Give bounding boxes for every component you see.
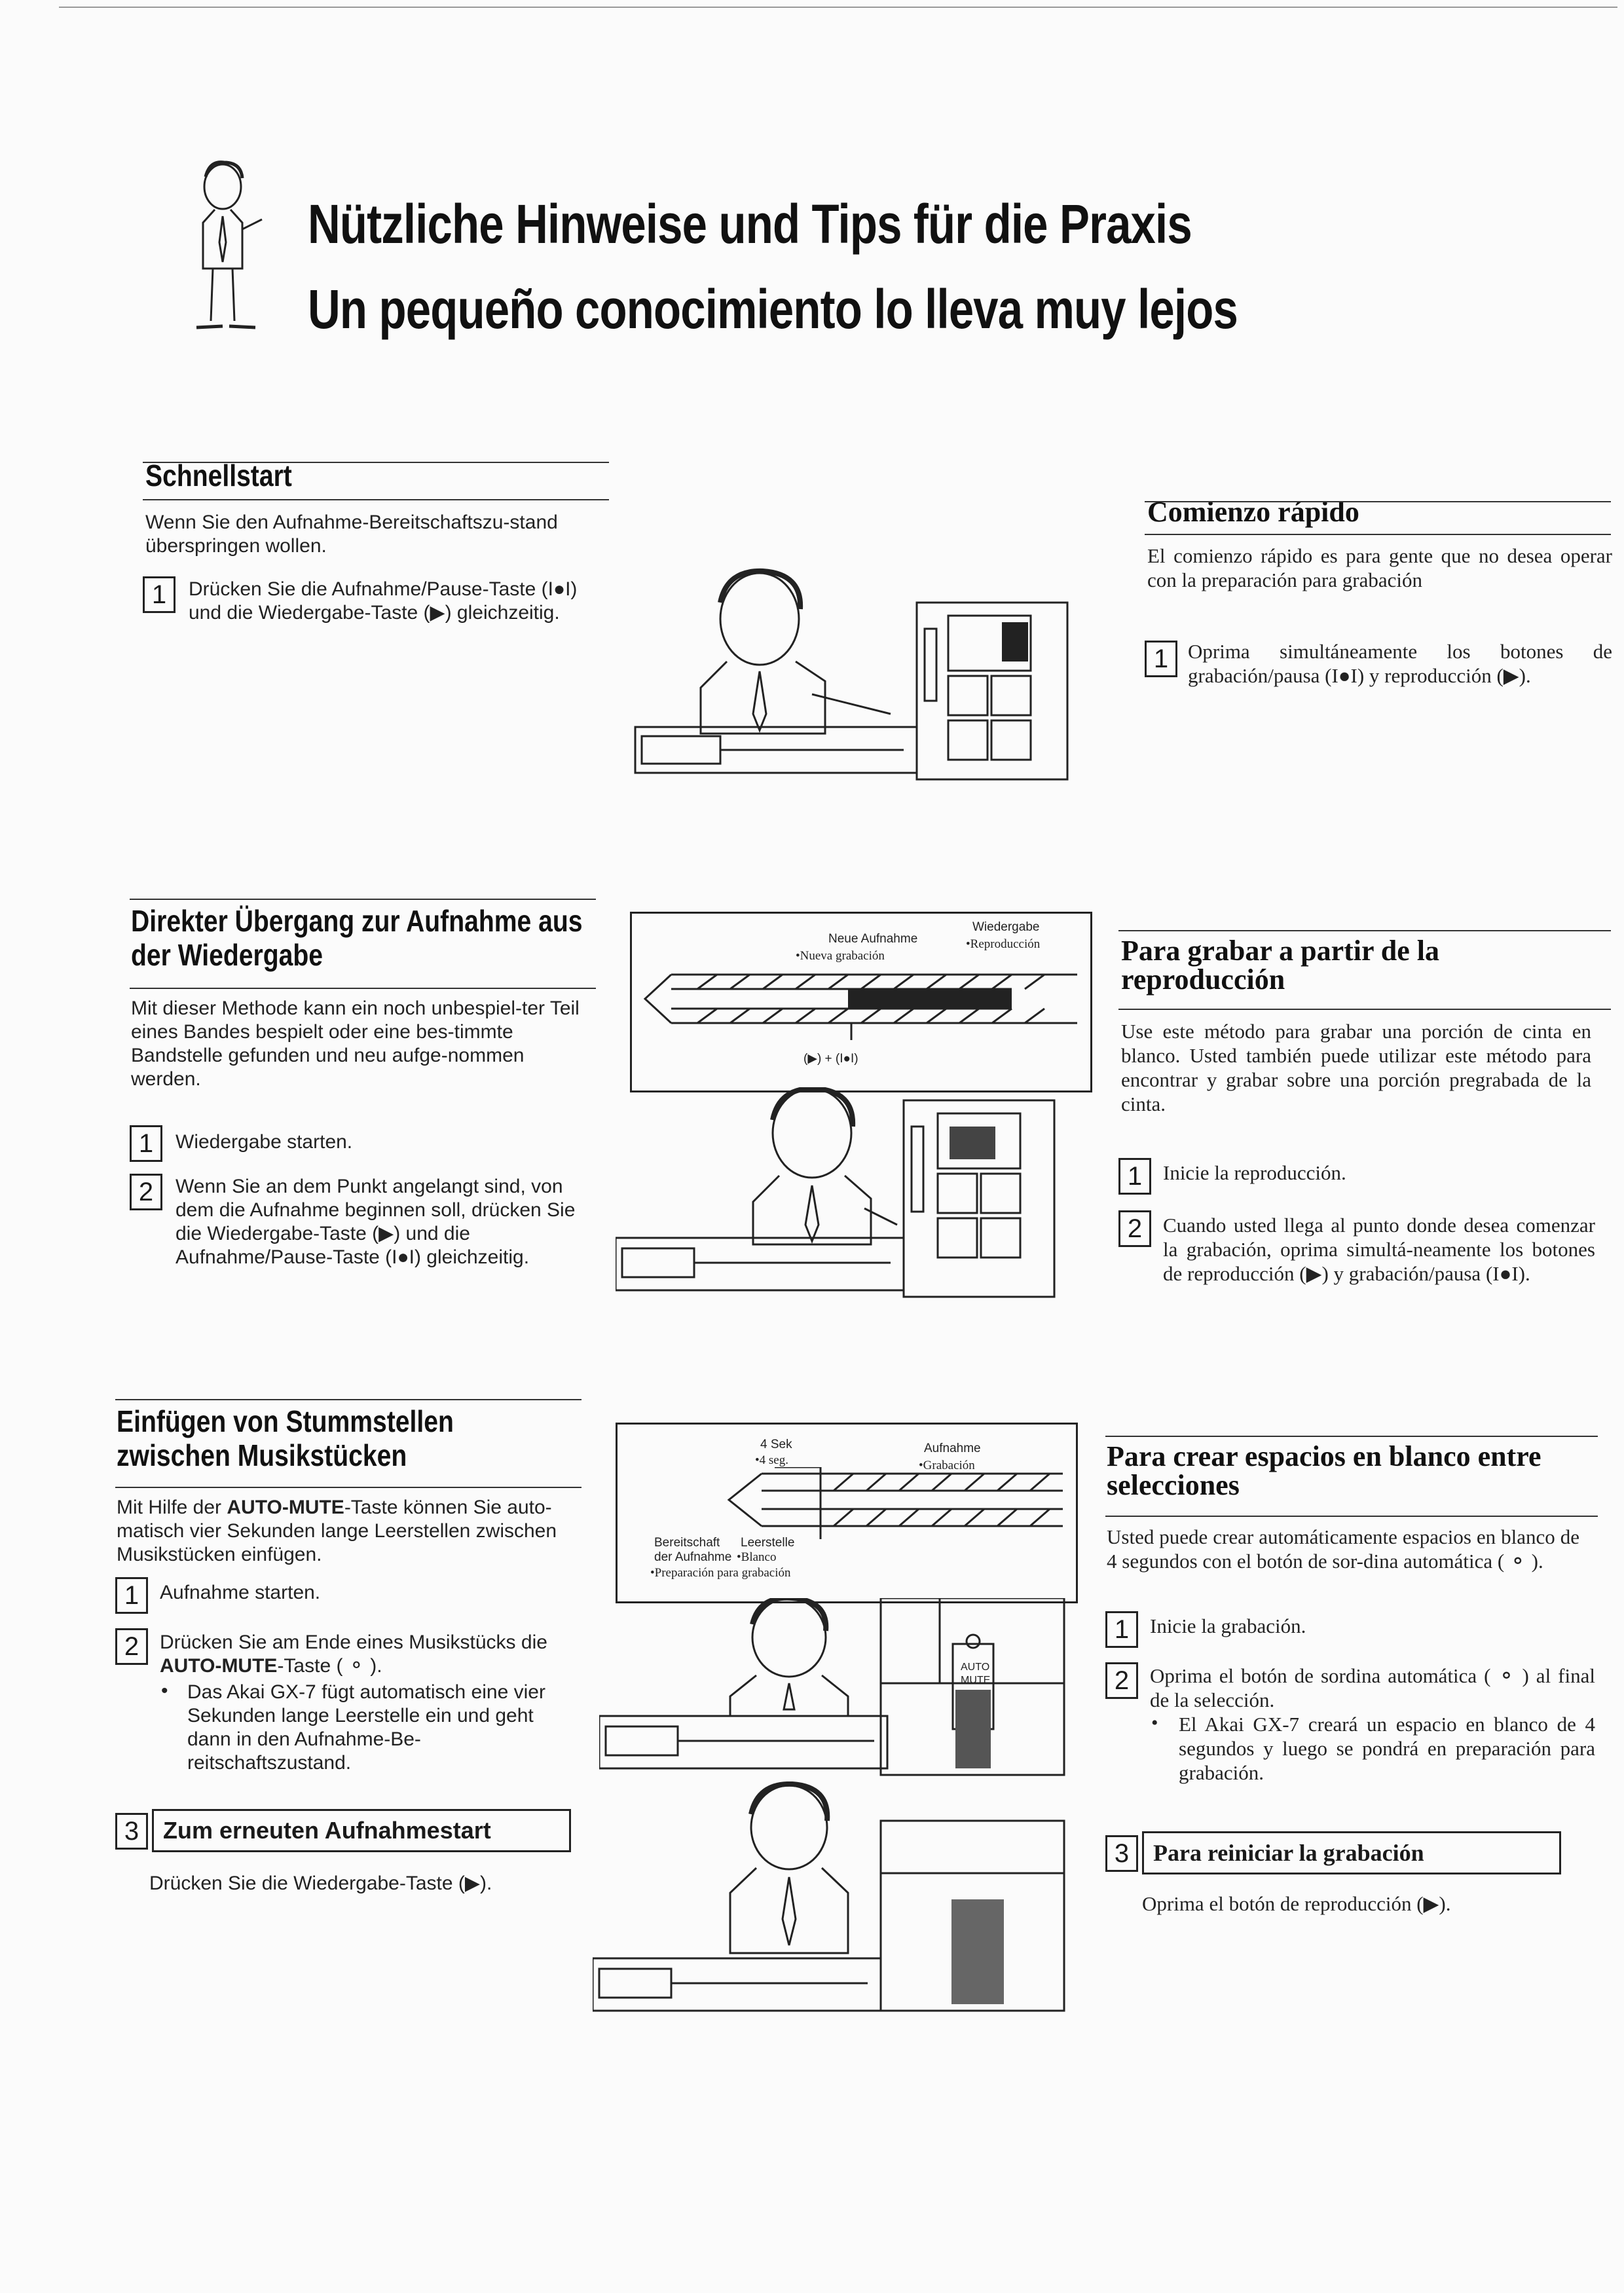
step-number: 1 [1145, 641, 1177, 677]
step-text-de: Drücken Sie die Aufnahme/Pause-Taste (I●I) und die Wiedergabe-Taste (▶) gleichzeitig. [189, 578, 578, 624]
diagram-label: •Nueva grabación [796, 949, 885, 963]
rule [1118, 930, 1611, 931]
step-text-de: Drücken Sie die Wiedergabe-Taste (▶). [149, 1873, 492, 1894]
heading-comienzo-rapido: Comienzo rápido [1147, 496, 1359, 528]
step-number: 1 [143, 576, 175, 613]
step-number: 2 [130, 1174, 162, 1210]
rule [1145, 501, 1611, 502]
diagram-label: •Preparación para grabación [650, 1566, 791, 1580]
note-bullet: • [161, 1680, 168, 1702]
diagram-label: der Aufnahme [654, 1550, 732, 1564]
diagram-label: 4 Sek [760, 1438, 792, 1451]
diagram-label: •4 seg. [755, 1453, 788, 1467]
step-number: 2 [1105, 1662, 1138, 1699]
step-text-es: Inicie la grabación. [1150, 1614, 1306, 1637]
step-text-es: Inicie la reproducción. [1163, 1161, 1346, 1184]
illustration-deck-person [593, 1781, 1071, 2017]
diagram-label: •Blanco [737, 1550, 777, 1564]
illustration-deck-person [616, 1087, 1094, 1310]
illustration-deck-person [629, 563, 1107, 786]
intro-de: Wenn Sie den Aufnahme-Bereitschaftszu-stand überspringen wollen. [145, 512, 558, 557]
tape-diagram [632, 963, 1086, 1048]
step-number: 1 [130, 1125, 162, 1162]
step-number: 2 [1118, 1210, 1151, 1247]
automute-key-label: MUTE [961, 1675, 991, 1686]
rule [130, 988, 596, 989]
step-text-es: Cuando usted llega al punto donde desea comenzar la grabación, oprima simultá-neamente los botones de reproducción (▶) y grabación/pausa (I●I). [1163, 1214, 1595, 1285]
rule [143, 499, 609, 500]
diagram-label: (▶) + (I●I) [803, 1052, 858, 1066]
step-text-de: Wiedergabe starten. [175, 1131, 353, 1153]
rule [115, 1399, 581, 1400]
note-text-es: El Akai GX-7 creará un espacio en blanco de 4 segundos y luego se pondrá en preparación para grabación. [1179, 1713, 1595, 1784]
rule [1105, 1436, 1598, 1437]
heading-einfuegen: Einfügen von Stummstellen zwischen Musikstücken [117, 1404, 454, 1472]
intro-es: Use este método para grabar una porción de cinta en blanco. Usted también puede utilizar este método para encontrar y grabar sobre una porción pregrabada de la cinta. [1121, 1020, 1591, 1115]
page-title-es: Un pequeño conocimiento lo lleva muy lejos [308, 278, 1238, 340]
diagram-label: Wiedergabe [972, 920, 1040, 934]
rule [143, 462, 609, 463]
rule [1145, 534, 1611, 535]
diagram-label: Leerstelle [741, 1536, 795, 1550]
intro-de: Mit Hilfe der AUTO-MUTE-Taste können Sie auto-matisch vier Sekunden lange Leerstellen zwischen Musikstücken einfügen. [117, 1497, 557, 1565]
heading-schnellstart: Schnellstart [145, 458, 292, 493]
automute-key-label: AUTO [961, 1662, 990, 1673]
box-label-de: Zum erneuten Aufnahmestart [152, 1809, 571, 1852]
tape-diagram [618, 1467, 1072, 1546]
page-title-de: Nützliche Hinweise und Tips für die Praxis [308, 193, 1192, 255]
heading-direkter-uebergang: Direkter Übergang zur Aufnahme aus der Wiedergabe [131, 904, 583, 972]
heading-para-grabar: Para grabar a partir de la reproducción [1121, 935, 1439, 996]
diagram-label: Bereitschaft [654, 1536, 720, 1550]
intro-es: El comienzo rápido es para gente que no desea operar con la preparación para grabación [1147, 544, 1612, 591]
step-number: 1 [1118, 1158, 1151, 1195]
rule [1105, 1516, 1598, 1517]
rule [1118, 1009, 1611, 1010]
heading-para-crear: Para crear espacios en blanco entre selecciones [1107, 1440, 1541, 1501]
step-number: 1 [1105, 1611, 1138, 1648]
top-border-line [59, 7, 1617, 8]
diagram-label: Aufnahme [924, 1442, 981, 1455]
step-text-de: Wenn Sie an dem Punkt angelangt sind, von dem die Aufnahme beginnen soll, drücken Sie die Wiedergabe-Taste (▶) und die Aufnahme/Pause-Taste (I●I) gleichzeitig. [175, 1176, 576, 1268]
step-text-es: Oprima simultáneamente los botones de grabación/pausa (I●I) y reproducción (▶). [1188, 640, 1612, 687]
step-number: 3 [1105, 1835, 1138, 1872]
note-bullet: • [1151, 1712, 1158, 1734]
step-number: 2 [115, 1628, 148, 1665]
step-number: 3 [115, 1813, 148, 1850]
step-text-de: Drücken Sie am Ende eines Musikstücks die AUTO-MUTE-Taste ( ⚬ ). [160, 1631, 547, 1677]
rule [130, 899, 596, 900]
step-text-de: Aufnahme starten. [160, 1582, 321, 1603]
step-text-es: Oprima el botón de sordina automática ( ⚬ ) al final de la selección. [1150, 1664, 1595, 1711]
step-text-es: Oprima el botón de reproducción (▶). [1142, 1892, 1451, 1915]
step-number: 1 [115, 1577, 148, 1614]
diagram-label: •Reproducción [966, 937, 1041, 951]
diagram-label: Neue Aufnahme [828, 932, 918, 946]
mascot-pointing-icon [183, 157, 268, 354]
intro-es: Usted puede crear automáticamente espacios en blanco de 4 segundos con el botón de sor-dina automática ( ⚬ ). [1107, 1525, 1579, 1573]
diagram-label: •Grabación [919, 1459, 975, 1472]
rule [115, 1487, 581, 1488]
illustration-deck-person [599, 1598, 1071, 1781]
intro-de: Mit dieser Methode kann ein noch unbespiel-ter Teil eines Bandes bespielt oder eine bes-timmte Bandstelle gefunden und neu aufge-nommen werden. [131, 997, 580, 1090]
note-text-de: Das Akai GX-7 fügt automatisch eine vier Sekunden lange Leerstelle ein und geht dann in den Aufnahme-Be-reitschaftszustand. [187, 1681, 545, 1774]
box-label-es: Para reiniciar la grabación [1142, 1831, 1561, 1874]
